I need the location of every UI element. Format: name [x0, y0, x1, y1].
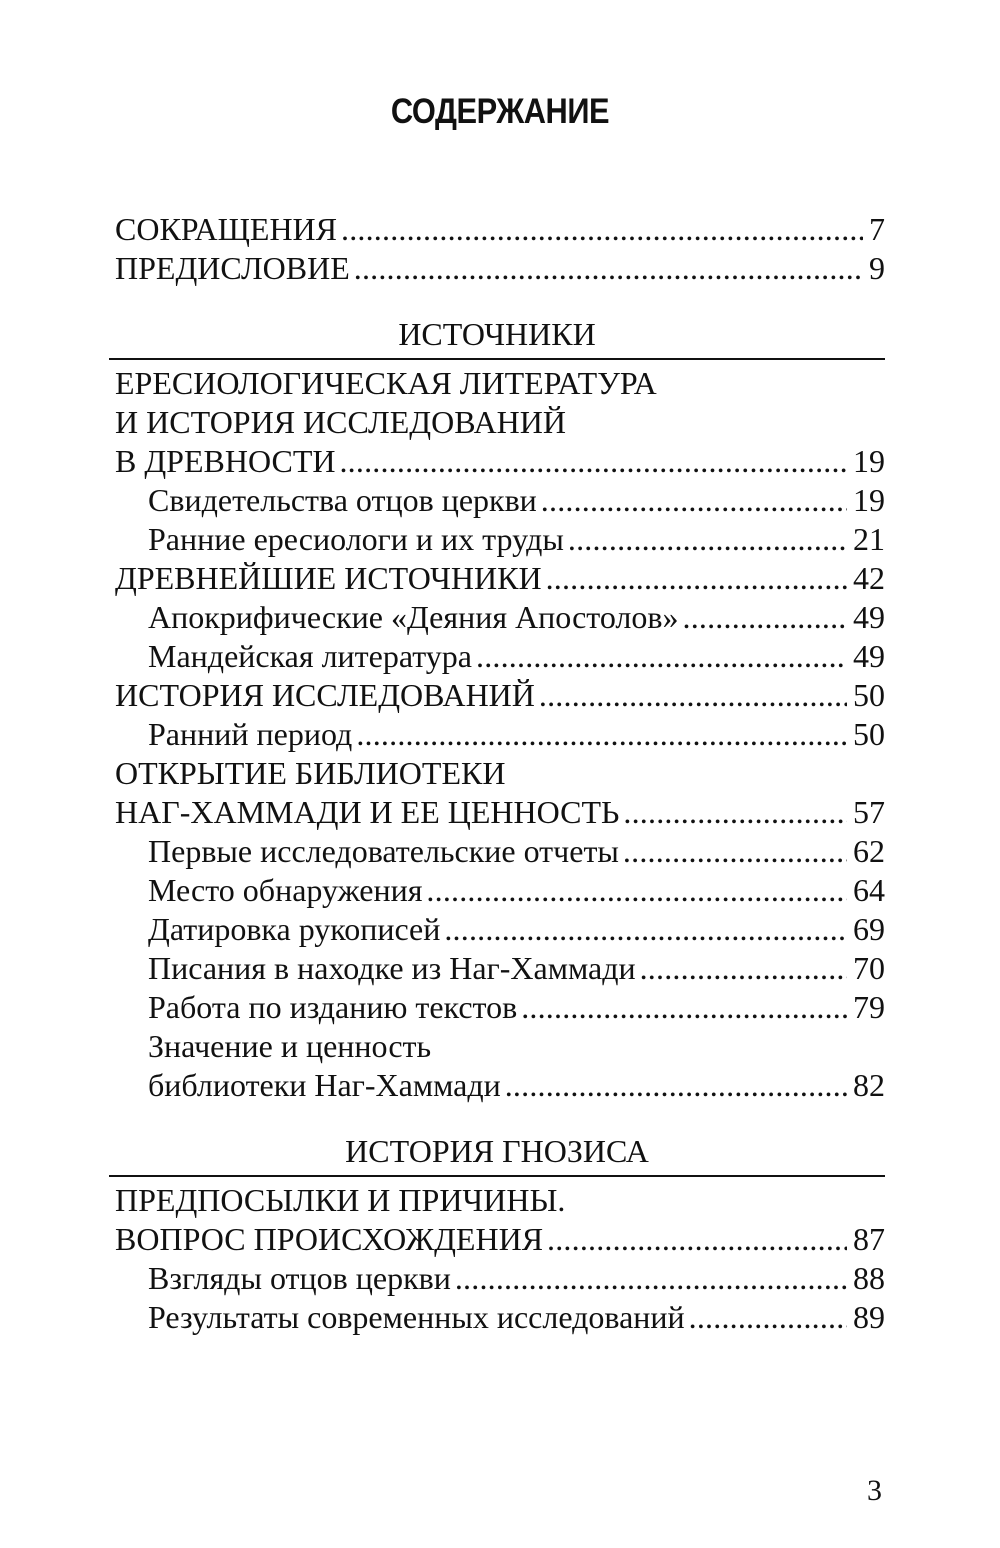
- toc-entry: [115, 403, 885, 442]
- entry-title: ВОПРОС ПРОИСХОЖДЕНИЯ: [115, 1221, 544, 1257]
- dot-leader: [623, 832, 847, 871]
- toc-subentry[interactable]: [115, 637, 885, 676]
- dot-leader: [455, 1259, 847, 1298]
- entry-page: 49: [853, 638, 885, 674]
- toc-subentry[interactable]: [115, 988, 885, 1027]
- dot-leader: [640, 949, 847, 988]
- entry-title: Свидетельства отцов церкви: [148, 482, 537, 518]
- dot-leader: [521, 988, 847, 1027]
- entry-page: 19: [853, 443, 885, 479]
- toc-subentry[interactable]: [115, 871, 885, 910]
- part-heading-gnosis-history: ИСТОРИЯ ГНОЗИСА: [109, 1127, 885, 1177]
- toc-entry[interactable]: [115, 210, 885, 249]
- toc-subentry[interactable]: [115, 1259, 885, 1298]
- entry-title: ОТКРЫТИЕ БИБЛИОТЕКИ: [115, 755, 506, 791]
- entry-title: И ИСТОРИЯ ИССЛЕДОВАНИЙ: [115, 404, 566, 440]
- toc-subentry[interactable]: [115, 910, 885, 949]
- entry-title: ДРЕВНЕЙШИЕ ИСТОЧНИКИ: [115, 560, 542, 596]
- dot-leader: [476, 637, 847, 676]
- entry-page: 49: [853, 599, 885, 635]
- page-number: 3: [867, 1474, 882, 1507]
- toc-entry[interactable]: [115, 1220, 885, 1259]
- entry-page: 57: [853, 794, 885, 830]
- toc-subentry[interactable]: [115, 598, 885, 637]
- page-title: СОДЕРЖАНИЕ: [390, 92, 610, 131]
- entry-page: 88: [853, 1260, 885, 1296]
- entry-title: В ДРЕВНОСТИ: [115, 443, 336, 479]
- entry-title: Работа по изданию текстов: [148, 989, 518, 1025]
- entry-page: 21: [853, 521, 885, 557]
- entry-title: ЕРЕСИОЛОГИЧЕСКАЯ ЛИТЕРАТУРА: [115, 365, 657, 401]
- entry-title: Мандейская литература: [148, 638, 472, 674]
- toc-entry[interactable]: [115, 676, 885, 715]
- entry-title: НАГ-ХАММАДИ И ЕЕ ЦЕННОСТЬ: [115, 794, 620, 830]
- toc-subentry[interactable]: [115, 832, 885, 871]
- dot-leader: [568, 520, 847, 559]
- entry-title: Писания в находке из Наг-Хаммади: [148, 950, 636, 986]
- entry-page: 62: [853, 833, 885, 869]
- entry-title: ПРЕДИСЛОВИЕ: [115, 250, 350, 286]
- dot-leader: [539, 676, 847, 715]
- part-heading-sources: ИСТОЧНИКИ: [109, 310, 885, 360]
- entry-title: Апокрифические «Деяния Апостолов»: [148, 599, 679, 635]
- dot-leader: [623, 793, 847, 832]
- toc-subentry[interactable]: [115, 1298, 885, 1337]
- entry-title: Первые исследовательские отчеты: [148, 833, 619, 869]
- dot-leader: [546, 559, 847, 598]
- dot-leader: [356, 715, 847, 754]
- dot-leader: [541, 481, 847, 520]
- toc-subentry[interactable]: [115, 949, 885, 988]
- toc-subentry[interactable]: [115, 1066, 885, 1105]
- entry-page: 50: [853, 677, 885, 713]
- entry-page: 69: [853, 911, 885, 947]
- entry-page: 70: [853, 950, 885, 986]
- entry-page: 42: [853, 560, 885, 596]
- entry-page: 64: [853, 872, 885, 908]
- entry-title: Место обнаружения: [148, 872, 423, 908]
- entry-page: 79: [853, 989, 885, 1025]
- toc-entry: [115, 1181, 885, 1220]
- dot-leader: [339, 442, 847, 481]
- dot-leader: [547, 1220, 847, 1259]
- toc-entry[interactable]: [115, 442, 885, 481]
- entry-page: 9: [869, 250, 885, 286]
- entry-page: 87: [853, 1221, 885, 1257]
- dot-leader: [444, 910, 847, 949]
- toc-entry[interactable]: [115, 249, 885, 288]
- entry-page: 7: [869, 211, 885, 247]
- entry-title: Ранние ересиологи и их труды: [148, 521, 564, 557]
- entry-page: 89: [853, 1299, 885, 1335]
- toc-entry[interactable]: [115, 559, 885, 598]
- toc-subentry[interactable]: [115, 520, 885, 559]
- dot-leader: [689, 1298, 847, 1337]
- entry-title: ИСТОРИЯ ИССЛЕДОВАНИЙ: [115, 677, 535, 713]
- entry-title: Ранний период: [148, 716, 353, 752]
- entry-title: Результаты современных исследований: [148, 1299, 685, 1335]
- table-of-contents: [115, 210, 885, 1337]
- entry-title: Датировка рукописей: [148, 911, 441, 947]
- entry-page: 19: [853, 482, 885, 518]
- entry-title: библиотеки Наг-Хаммади: [148, 1067, 501, 1103]
- toc-entry: [115, 364, 885, 403]
- toc-subentry[interactable]: [115, 481, 885, 520]
- toc-entry[interactable]: [115, 793, 885, 832]
- dot-leader: [426, 871, 847, 910]
- dot-leader: [341, 210, 863, 249]
- entry-page: 50: [853, 716, 885, 752]
- entry-title: СОКРАЩЕНИЯ: [115, 211, 337, 247]
- entry-page: 82: [853, 1067, 885, 1103]
- toc-entry: [115, 754, 885, 793]
- toc-subentry: [115, 1027, 885, 1066]
- entry-title: Значение и ценность: [148, 1028, 432, 1064]
- entry-title: Взгляды отцов церкви: [148, 1260, 451, 1296]
- dot-leader: [683, 598, 848, 637]
- dot-leader: [354, 249, 863, 288]
- toc-subentry[interactable]: [115, 715, 885, 754]
- dot-leader: [505, 1066, 847, 1105]
- entry-title: ПРЕДПОСЫЛКИ И ПРИЧИНЫ.: [115, 1182, 566, 1218]
